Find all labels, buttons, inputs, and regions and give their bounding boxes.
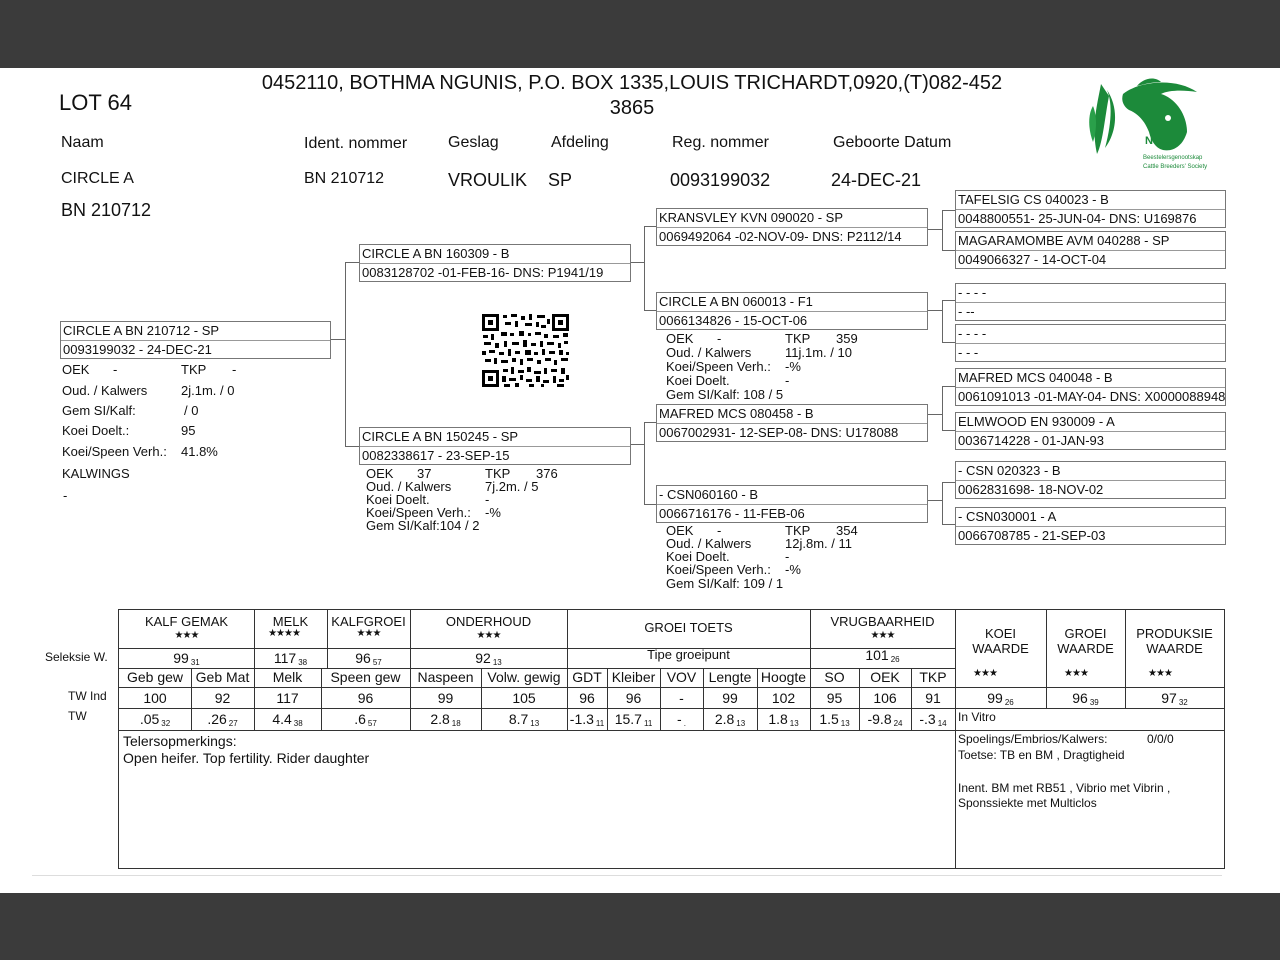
- tw-ind-cell: 91: [925, 690, 941, 706]
- subject-oud-value: 2j.1m. / 0: [181, 383, 235, 398]
- ds-line-1: MAFRED MCS 080458 - B: [659, 406, 814, 421]
- tw-accuracy: 11: [595, 719, 605, 728]
- ss-line-2: 0069492064 -02-NOV-09- DNS: P2112/14: [659, 229, 902, 244]
- tw-value: 2.8: [430, 711, 450, 727]
- subject-line-1: CIRCLE A BN 210712 - SP: [63, 323, 220, 338]
- tw-ind-cell: 96: [625, 690, 642, 706]
- stars-icon: ★★★★: [268, 628, 300, 639]
- dam-doelt-label: Koei Doelt.: [366, 492, 430, 507]
- connector: [942, 482, 943, 524]
- dam-line-2: 0082338617 - 23-SEP-15: [362, 448, 510, 463]
- tw-cell: [911, 711, 955, 728]
- connector: [942, 386, 943, 430]
- dd-doelt-value: -: [785, 549, 790, 564]
- tw-ind-cell: 102: [771, 690, 796, 706]
- col-afdeling: Afdeling: [551, 134, 609, 151]
- divider: [32, 875, 1222, 876]
- sd-tkp-value: 359: [836, 331, 858, 346]
- animal-geboorte: 24-DEC-21: [831, 170, 922, 190]
- logo-sub-2: Cattle Breeders' Society: [1143, 164, 1208, 170]
- connector: [330, 339, 345, 340]
- groei-waarde-value: 96 $_{39}$: [1072, 690, 1099, 707]
- tw-ind-cell: 96: [579, 690, 595, 706]
- group-onderhoud: ONDERHOUD: [445, 614, 532, 629]
- group-kalfgroei: KALFGROEI: [331, 614, 406, 629]
- breeder-line-2: 3865: [609, 97, 655, 119]
- dd-speen-value: -%: [785, 562, 801, 577]
- sire-line-2: 0083128702 -01-FEB-16- DNS: P1941/19: [362, 265, 604, 280]
- column-header: Volw. gewig: [487, 669, 561, 685]
- connector: [942, 300, 943, 342]
- subject-oek-label: OEK: [62, 362, 90, 377]
- stars-icon: ★★★: [476, 630, 501, 641]
- tw-accuracy: 32: [161, 719, 171, 728]
- sd-tkp-label: TKP: [785, 331, 811, 346]
- spoelings-value: 0/0/0: [1147, 732, 1174, 746]
- dam-speen-label: Koei/Speen Verh.:: [366, 505, 471, 520]
- nguni-logo: [1083, 76, 1208, 180]
- connector: [644, 422, 645, 504]
- connector: [345, 262, 359, 263]
- sd-line-1: CIRCLE A BN 060013 - F1: [659, 294, 813, 309]
- ssd-line-1: MAGARAMOMBE AVM 040288 - SP: [958, 233, 1170, 248]
- dd-line-1: - CSN060160 - B: [659, 487, 758, 502]
- tw-value: -9.8: [867, 711, 892, 727]
- breeder-line-1: 0452110, BOTHMA NGUNIS, P.O. BOX 1335,LOUIS TRICHARDT,0920,(T)082-452: [261, 72, 1003, 94]
- tw-ind-cell: -: [679, 690, 684, 706]
- tw-cell: [660, 711, 703, 728]
- connector: [644, 422, 656, 423]
- produksie-waarde-value: 97 $_{32}$: [1161, 690, 1188, 707]
- connector: [926, 310, 942, 311]
- sd-oek-label: OEK: [666, 331, 694, 346]
- connector: [942, 250, 956, 251]
- ssd-line-2: 0049066327 - 14-OCT-04: [958, 252, 1107, 267]
- animal-ident: BN 210712: [304, 170, 385, 187]
- subject-doelt-value: 95: [181, 423, 196, 438]
- dd-oud-value: 12j.8m. / 11: [785, 536, 852, 551]
- sss-line-2: 0048800551- 25-JUN-04- DNS: U169876: [958, 211, 1197, 226]
- dam-doelt-value: -: [485, 492, 490, 507]
- tipe-groeipunt: Tipe groeipunt: [647, 647, 730, 662]
- ds-line-2: 0067002931- 12-SEP-08- DNS: U178088: [659, 425, 899, 440]
- group-melk: MELK: [272, 614, 309, 629]
- sdd-line-2: - - -: [958, 345, 979, 360]
- dd-oud-label: Oud. / Kalwers: [666, 536, 752, 551]
- sd-doelt-value: -: [785, 373, 790, 388]
- sd-doelt-label: Koei Doelt.: [666, 373, 730, 388]
- subject-line-2: 0093199032 - 24-DEC-21: [63, 342, 212, 357]
- dd-oek-value: -: [717, 523, 722, 538]
- connector: [942, 386, 956, 387]
- stars-icon: ★★★: [973, 668, 997, 679]
- group-koei-waarde-1: KOEI: [984, 626, 1017, 641]
- column-header: GDT: [572, 669, 602, 685]
- sdd-line-1: - - - -: [958, 326, 987, 341]
- sss-line-1: TAFELSIG CS 040023 - B: [958, 192, 1109, 207]
- sire-line-1: CIRCLE A BN 160309 - B: [362, 246, 510, 261]
- dds-line-1: - CSN 020323 - B: [958, 463, 1061, 478]
- col-geslag: Geslag: [448, 134, 499, 151]
- stars-icon: ★★★: [174, 630, 199, 641]
- seleksie-melk: 117 $_{38}$: [273, 650, 308, 667]
- grid-line: [119, 730, 1224, 731]
- seleksie-kalfgroei: 96 $_{57}$: [355, 650, 382, 667]
- dsd-box: [955, 412, 1226, 450]
- connector: [942, 342, 956, 343]
- inent-line-2: Sponssiekte met Multiclos: [958, 796, 1097, 810]
- column-header: Lengte: [708, 669, 752, 685]
- animal-name: CIRCLE A: [61, 170, 134, 187]
- subject-kalwings-label: KALWINGS: [62, 466, 130, 481]
- tw-cell: [321, 711, 410, 728]
- subject-oud-label: Oud. / Kalwers: [62, 383, 148, 398]
- tw-ind-cell: 99: [722, 690, 738, 706]
- row-label-tw-ind: TW Ind: [68, 689, 107, 703]
- row-label-seleksie: Seleksie W.: [45, 650, 108, 664]
- sd-speen-label: Koei/Speen Verh.:: [666, 359, 771, 374]
- connector: [942, 210, 956, 211]
- column-header: VOV: [666, 669, 697, 685]
- spoelings-label: Spoelings/Embrios/Kalwers:: [958, 732, 1108, 746]
- ddd-line-2: 0066708785 - 21-SEP-03: [958, 528, 1106, 543]
- tw-accuracy: 13: [530, 719, 540, 728]
- connector: [629, 444, 644, 445]
- sds-box: [955, 283, 1226, 321]
- dd-line-2: 0066716176 - 11-FEB-06: [659, 506, 805, 521]
- sd-speen-value: -%: [785, 359, 801, 374]
- connector: [629, 262, 644, 263]
- dam-oek-value: 37: [417, 466, 432, 481]
- tw-value: .05: [139, 711, 160, 727]
- dam-oek-label: OEK: [366, 466, 394, 481]
- tw-ind-cell: 105: [512, 690, 536, 706]
- row-label-tw: TW: [68, 709, 87, 723]
- in-vitro: In Vitro: [958, 710, 996, 724]
- tw-accuracy: 13: [736, 719, 746, 728]
- col-ident: Ident. nommer: [304, 135, 408, 152]
- subject-box: [60, 321, 331, 359]
- tw-cell: [859, 711, 911, 728]
- tw-value: 1.5: [819, 711, 839, 727]
- ds-box: [656, 404, 928, 442]
- sd-gem: Gem SI/Kalf: 108 / 5: [666, 387, 784, 402]
- subject-tkp-label: TKP: [181, 362, 207, 377]
- tw-value: 15.7: [614, 711, 642, 727]
- dd-tkp-label: TKP: [785, 523, 811, 538]
- sd-line-2: 0066134826 - 15-OCT-06: [659, 313, 808, 328]
- tw-accuracy: 27: [228, 719, 238, 728]
- tw-value: .26: [207, 711, 227, 727]
- connector: [644, 504, 656, 505]
- tw-value: -: [677, 711, 682, 727]
- animal-ident-big: BN 210712: [61, 200, 152, 220]
- animal-reg: 0093199032: [670, 170, 771, 190]
- ssd-box: [955, 231, 1226, 269]
- tw-accuracy: .: [683, 719, 686, 728]
- column-header: OEK: [870, 669, 900, 685]
- lot-number: LOT 64: [59, 90, 132, 115]
- column-header: Geb Mat: [195, 669, 250, 685]
- tw-accuracy: 57: [367, 719, 377, 728]
- tw-ind-cell: 106: [873, 690, 897, 706]
- ddd-line-1: - CSN030001 - A: [958, 509, 1057, 524]
- tw-ind-cell: 96: [357, 690, 374, 706]
- connector: [644, 226, 656, 227]
- group-groei-toets: GROEI TOETS: [644, 620, 733, 635]
- column-header: Speen gew: [330, 669, 401, 685]
- sd-oek-value: -: [717, 331, 722, 346]
- tw-ind-cell: 99: [437, 690, 454, 706]
- connector: [644, 310, 656, 311]
- animal-afdeling: SP: [548, 170, 573, 190]
- dd-oek-label: OEK: [666, 523, 694, 538]
- dss-line-2: 0061091013 -01-MAY-04- DNS: X0000088948: [958, 389, 1226, 404]
- tw-cell: [567, 711, 607, 728]
- stars-icon: ★★★: [1064, 668, 1088, 679]
- bottom-bar: [0, 893, 1280, 960]
- col-geboorte: Geboorte Datum: [833, 134, 952, 151]
- column-header: Hoogte: [760, 669, 807, 685]
- dd-gem: Gem SI/Kalf: 109 / 1: [666, 576, 784, 591]
- group-groei-waarde-2: WAARDE: [1057, 641, 1114, 656]
- seleksie-vrugbaarheid: 101 $_{26}$: [865, 647, 900, 664]
- group-vrugbaarheid: VRUGBAARHEID: [830, 614, 935, 629]
- tw-value: -1.3: [569, 711, 594, 727]
- connector: [345, 262, 346, 446]
- subject-oek-value: -: [113, 362, 118, 377]
- dd-speen-label: Koei/Speen Verh.:: [666, 562, 771, 577]
- column-header: Kleiber: [611, 669, 656, 685]
- dd-doelt-label: Koei Doelt.: [666, 549, 730, 564]
- seleksie-kalf-gemak: 99 $_{31}$: [173, 650, 200, 667]
- dam-tkp-value: 376: [536, 466, 558, 481]
- tw-ind-cell: 117: [276, 690, 299, 706]
- logo-text: NGUNI: [1145, 135, 1181, 147]
- dam-oud-label: Oud. / Kalwers: [366, 479, 452, 494]
- tw-value: 8.7: [508, 711, 529, 727]
- sds-line-1: - - - -: [958, 285, 987, 300]
- dds-box: [955, 461, 1226, 499]
- tw-accuracy: 38: [293, 719, 303, 728]
- subject-doelt-label: Koei Doelt.:: [62, 423, 130, 438]
- sdd-box: [955, 324, 1226, 362]
- dsd-line-1: ELMWOOD EN 930009 - A: [958, 414, 1115, 429]
- dd-box: [656, 485, 928, 523]
- tw-cell: [810, 711, 859, 728]
- group-produksie-waarde-1: PRODUKSIE: [1136, 626, 1213, 641]
- tw-value: 2.8: [714, 711, 735, 727]
- connector: [926, 229, 942, 230]
- sd-oud-value: 11j.1m. / 10: [785, 345, 852, 360]
- connector: [942, 430, 956, 431]
- connector: [942, 300, 956, 301]
- tw-cell: [607, 711, 660, 728]
- dds-line-2: 0062831698- 18-NOV-02: [958, 482, 1104, 497]
- tw-cell: [703, 711, 757, 728]
- tw-value: 4.4: [272, 711, 292, 727]
- dam-oud-value: 7j.2m. / 5: [485, 479, 539, 494]
- stars-icon: ★★★: [870, 630, 895, 641]
- sds-line-2: - --: [958, 304, 975, 319]
- subject-tkp-value: -: [232, 362, 237, 377]
- subject-gem-value: / 0: [184, 403, 199, 418]
- column-header: Naspeen: [417, 669, 474, 685]
- tw-ind-cell: 95: [826, 690, 843, 706]
- connector: [926, 500, 942, 501]
- sire-box: [359, 244, 631, 282]
- subject-gem-label: Gem SI/Kalf:: [62, 403, 136, 418]
- tw-accuracy: 14: [937, 719, 947, 728]
- tw-ind-cell: 92: [214, 690, 231, 706]
- col-reg: Reg. nommer: [672, 134, 769, 151]
- group-groei-waarde-1: GROEI: [1064, 626, 1107, 641]
- tw-cell: [119, 711, 191, 728]
- dd-tkp-value: 354: [836, 523, 858, 538]
- connector: [942, 482, 956, 483]
- koei-waarde-value: 99 $_{26}$: [987, 690, 1014, 707]
- group-kalf-gemak: KALF GEMAK: [144, 614, 229, 629]
- subject-speen-value: 41.8%: [181, 444, 218, 459]
- subject-kalwings-value: -: [63, 488, 68, 503]
- tw-cell: [481, 711, 567, 728]
- inent-line-1: Inent. BM met RB51 , Vibrio met Vibrin ,: [958, 781, 1171, 795]
- tw-accuracy: 13: [840, 719, 850, 728]
- tw-accuracy: 18: [451, 719, 461, 728]
- performance-table: [118, 609, 1225, 869]
- animal-geslag: VROULIK: [448, 170, 528, 190]
- remarks-text: Open heifer. Top fertility. Rider daughter: [123, 750, 370, 766]
- column-header: TKP: [919, 669, 947, 685]
- toetse: Toetse: TB en BM , Dragtigheid: [958, 748, 1125, 762]
- group-produksie-waarde-2: WAARDE: [1146, 641, 1203, 656]
- tw-cell: [757, 711, 810, 728]
- tw-value: .6: [354, 711, 366, 727]
- remarks-label: Telersopmerkings:: [123, 733, 237, 749]
- qr-code: [481, 313, 570, 388]
- tw-value: 1.8: [768, 711, 788, 727]
- stars-icon: ★★★: [1148, 668, 1172, 679]
- tw-ind-cell: 100: [143, 690, 167, 706]
- seleksie-onderhoud: 92 $_{13}$: [475, 650, 502, 667]
- connector: [345, 446, 359, 447]
- logo-sub-1: Beestelersgenootskap: [1143, 155, 1203, 161]
- connector: [644, 226, 645, 310]
- tw-cell: [191, 711, 254, 728]
- col-naam: Naam: [61, 134, 104, 151]
- top-bar: [0, 0, 1280, 68]
- column-header: SO: [824, 669, 845, 685]
- stars-icon: ★★★: [356, 628, 381, 639]
- connector: [942, 524, 956, 525]
- grid-line: [119, 687, 1224, 688]
- connector: [926, 414, 942, 415]
- dsd-line-2: 0036714228 - 01-JAN-93: [958, 433, 1104, 448]
- dss-line-1: MAFRED MCS 040048 - B: [958, 370, 1113, 385]
- group-koei-waarde-2: WAARDE: [972, 641, 1029, 656]
- ddd-box: [955, 507, 1226, 545]
- dam-speen-value: -%: [485, 505, 501, 520]
- tw-accuracy: 11: [643, 719, 653, 728]
- dam-tkp-label: TKP: [485, 466, 511, 481]
- connector: [942, 210, 943, 250]
- column-header: Melk: [272, 669, 303, 685]
- sss-box: [955, 190, 1226, 228]
- dss-box: [955, 368, 1226, 406]
- subject-speen-label: Koei/Speen Verh.:: [62, 444, 167, 459]
- column-header: Geb gew: [126, 669, 184, 685]
- dam-box: [359, 427, 631, 465]
- ss-box: [656, 208, 928, 246]
- tw-accuracy: 13: [789, 719, 799, 728]
- grid-line: [119, 708, 1224, 709]
- dam-line-1: CIRCLE A BN 150245 - SP: [362, 429, 519, 444]
- ss-line-1: KRANSVLEY KVN 090020 - SP: [659, 210, 844, 225]
- tw-accuracy: 24: [893, 719, 903, 728]
- sd-box: [656, 292, 928, 330]
- tw-cell: [410, 711, 481, 728]
- sd-oud-label: Oud. / Kalwers: [666, 345, 752, 360]
- qr-code-icon: [481, 313, 570, 388]
- tw-cell: [254, 711, 321, 728]
- dam-gem: Gem SI/Kalf:104 / 2: [366, 518, 480, 533]
- tw-value: -.3: [919, 711, 936, 727]
